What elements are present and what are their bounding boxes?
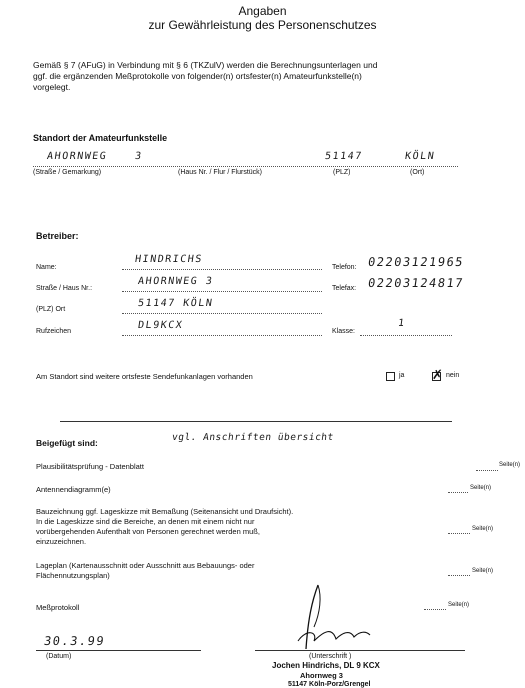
standort-label-ort: (Ort) (410, 169, 425, 176)
klasse-value: 1 (397, 318, 407, 329)
signature-underline (255, 650, 465, 651)
rufzeichen-underline (122, 335, 322, 336)
attachment-item-4-dots (448, 575, 470, 576)
anlagen-question: Am Standort sind weitere ortsfeste Sendefunkanlagen vorhanden (36, 372, 253, 381)
name-underline (122, 269, 322, 270)
signature-label: (Unterschrift ) (309, 653, 352, 660)
attachment-item-2: Antennendiagramm(e) (36, 485, 111, 494)
intro-line-2: ggf. die ergänzenden Meßprotokolle von folgender(n) ortsfester(n) Amateurfunkstelle(n) (33, 71, 362, 81)
rufzeichen-label: Rufzeichen (36, 328, 72, 335)
nein-label: nein (446, 372, 460, 379)
attachment-item-1-dots (476, 470, 498, 471)
ja-checkbox[interactable] (386, 372, 395, 381)
attachment-item-3-suffix: Seite(n) (472, 526, 494, 532)
standort-plz-value: 51147 (324, 151, 364, 162)
attachment-item-1-suffix: Seite(n) (499, 462, 521, 468)
date-label: (Datum) (46, 653, 72, 660)
intro-line-3: vorgelegt. (33, 82, 71, 92)
name-value: HINDRICHS (134, 254, 204, 265)
attachment-item-5-suffix: Seite(n) (448, 602, 470, 608)
nein-checkbox[interactable] (432, 368, 443, 383)
page-subtitle: zur Gewährleistung des Personenschutzes (148, 18, 377, 32)
telefax-label: Telefax: (332, 285, 357, 292)
attachment-item-1: Plausibilitätsprüfung - Datenblatt (36, 462, 144, 471)
betreiber-heading: Betreiber: (36, 231, 79, 241)
rufzeichen-value: DL9KCX (137, 320, 184, 331)
checkmark-icon: ✗ (432, 368, 443, 383)
attachment-item-3-line-1: Bauzeichnung ggf. Lageskizze mit Bemaßung (Seitenansicht und Draufsicht). (36, 507, 294, 516)
plz-ort-label: (PLZ) Ort (36, 306, 66, 313)
attachment-item-5-dots (424, 609, 446, 610)
standort-heading: Standort der Amateurfunkstelle (33, 133, 168, 143)
stamp-line-2: Ahornweg 3 (300, 671, 343, 680)
strasse-value: AHORNWEG 3 (137, 276, 214, 287)
attachment-item-3-dots (448, 533, 470, 534)
attachment-item-5: Meßprotokoll (36, 603, 80, 612)
standort-label-street: (Straße / Gemarkung) (33, 169, 102, 176)
attachment-item-2-dots (448, 492, 468, 493)
plz-ort-value: 51147 KÖLN (137, 298, 214, 309)
standort-label-plz: (PLZ) (333, 169, 351, 176)
page-title: Angaben (238, 4, 287, 18)
date-underline (36, 650, 201, 651)
standort-ort-value: KÖLN (404, 151, 436, 162)
telefon-value: 02203121965 (367, 255, 465, 269)
attachment-item-4-suffix: Seite(n) (472, 568, 494, 574)
plz-ort-underline (122, 313, 322, 314)
telefon-label: Telefon: (332, 264, 357, 271)
date-value: 30.3.99 (43, 634, 107, 648)
ja-label: ja (399, 372, 405, 379)
standort-label-house: (Haus Nr. / Flur / Flurstück) (178, 169, 263, 176)
strasse-label: Straße / Haus Nr.: (36, 285, 93, 292)
attachment-item-4-line-1: Lageplan (Kartenausschnitt oder Ausschnitt aus Bebauungs- oder (36, 561, 255, 570)
name-label: Name: (36, 264, 57, 271)
standort-underline (33, 166, 458, 167)
klasse-underline (360, 335, 452, 336)
attachment-item-3-line-2: In die Lageskizze sind die Bereiche, an denen mit einem nicht nur (36, 517, 255, 526)
attachment-item-3-line-3: vorübergehenden Aufenthalt von Personen gerechnet werden muß, (36, 527, 260, 536)
stamp-line-3: 51147 Köln-Porz/Grengel (288, 681, 371, 688)
attachment-item-2-suffix: Seite(n) (470, 485, 492, 491)
signature-graphic (284, 583, 384, 653)
beigefuegt-heading: Beigefügt sind: (36, 438, 98, 448)
standort-street-value: AHORNWEG (46, 151, 108, 162)
attachment-item-3-line-4: einzuzeichnen. (36, 537, 87, 546)
stamp-line-1: Jochen Hindrichs, DL 9 KCX (272, 661, 380, 670)
telefax-value: 02203124817 (367, 276, 465, 290)
beigefuegt-handwritten: vgl. Anschriften übersicht (171, 432, 335, 443)
strasse-underline (122, 291, 322, 292)
attachment-item-4-line-2: Flächennutzungsplan) (36, 571, 110, 580)
klasse-label: Klasse: (332, 328, 355, 335)
section-divider (60, 421, 452, 422)
intro-line-1: Gemäß § 7 (AFuG) in Verbindung mit § 6 (TKZulV) werden die Berechnungsunterlagen und (33, 60, 378, 70)
standort-house-value: 3 (134, 151, 144, 162)
